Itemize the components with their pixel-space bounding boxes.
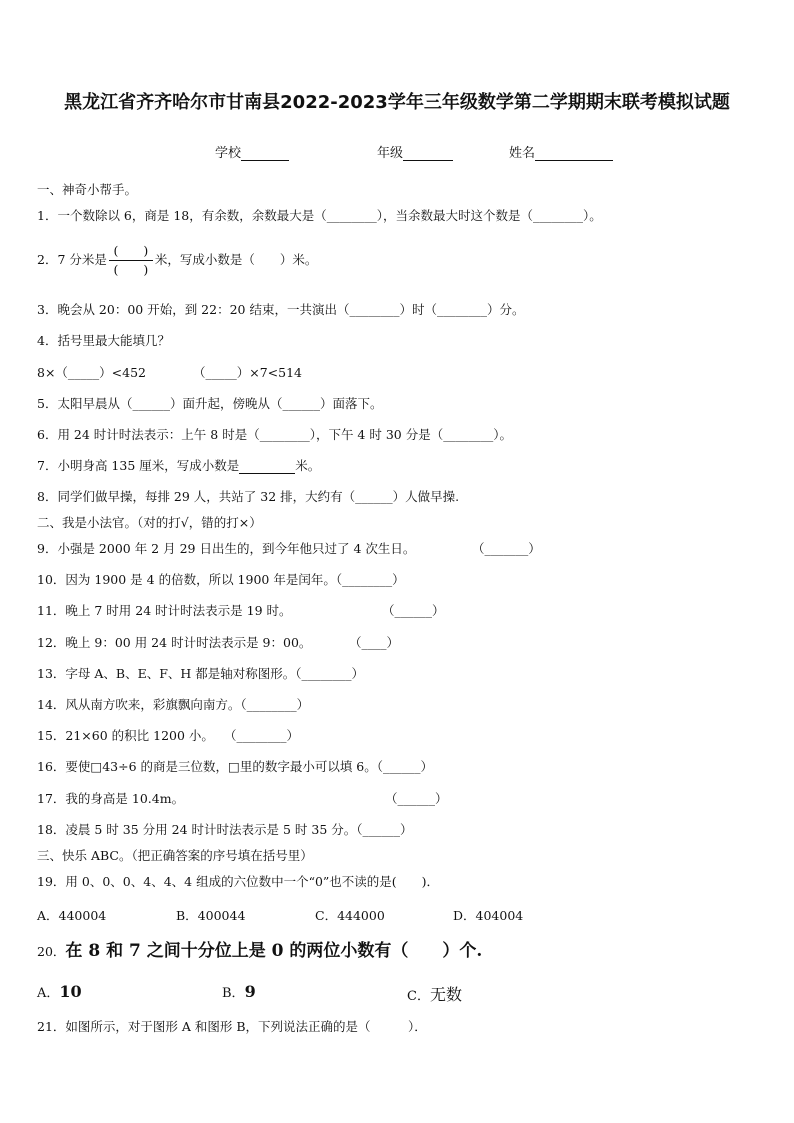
question-18: 18．凌晨 5 时 35 分用 24 时计时法表示是 5 时 35 分。（______） xyxy=(37,822,413,837)
section-heading-3: 三、快乐 ABC。（把正确答案的序号填在括号里） xyxy=(37,848,313,863)
question-14: 14．风从南方吹来，彩旗飘向南方。（________） xyxy=(37,697,310,712)
grade-blank[interactable] xyxy=(403,148,453,161)
answer-blank[interactable] xyxy=(239,461,295,474)
question-7: 7．小明身高 135 厘米，写成小数是 米。 xyxy=(37,458,321,473)
q19-option-d[interactable]: D．404004 xyxy=(453,908,524,923)
school-blank[interactable] xyxy=(241,148,289,161)
question-10: 10．因为 1900 是 4 的倍数，所以 1900 年是闰年。（________） xyxy=(37,572,405,587)
question-15-answer: （________） xyxy=(224,728,300,743)
q19-option-c[interactable]: C．444000 xyxy=(315,908,385,923)
question-20: 20．在 8 和 7 之间十分位上是 0 的两位小数有（ ）个. xyxy=(37,941,483,961)
question-2: 2．7 分米是 $\frac{( )}{( )}$ 米，写成小数是（ ）米。 xyxy=(37,243,318,277)
question-8: 8．同学们做早操，每排 29 人，共站了 32 排，大约有（______）人做早操. xyxy=(37,489,460,504)
question-17: 17．我的身高是 10.4m。 xyxy=(37,791,185,806)
name-blank[interactable] xyxy=(535,148,613,161)
question-9-answer: （_______） xyxy=(472,541,541,556)
section-heading-1: 一、神奇小帮手。 xyxy=(37,182,138,197)
question-21: 21．如图所示，对于图形 A 和图形 B，下列说法正确的是（ ）． xyxy=(37,1019,427,1034)
section-heading-2: 二、我是小法官。（对的打√，错的打×） xyxy=(37,515,262,530)
question-4-part-a: 8×（_____）<452 xyxy=(37,365,147,380)
question-17-answer: （______） xyxy=(385,791,448,806)
question-6: 6．用 24 时计时法表示：上午 8 时是（________），下午 4 时 30 分是（________）。 xyxy=(37,427,512,442)
question-11: 11．晚上 7 时用 24 时计时法表示是 19 时。 xyxy=(37,603,292,618)
question-4-part-b: （_____）×7<514 xyxy=(193,365,303,380)
question-13: 13．字母 A、B、E、F、H 都是轴对称图形。（________） xyxy=(37,666,365,681)
question-19: 19．用 0、0、0、4、4、4 组成的六位数中一个“0”也不读的是( )． xyxy=(37,874,440,889)
q20-option-b[interactable]: B．9 xyxy=(222,982,256,1001)
question-15: 15．21×60 的积比 1200 小。 xyxy=(37,728,214,743)
q20-option-a[interactable]: A．10 xyxy=(37,982,82,1001)
q19-option-a[interactable]: A．440004 xyxy=(37,908,107,923)
page-title: 黑龙江省齐齐哈尔市甘南县2022-2023学年三年级数学第二学期期末联考模拟试题 xyxy=(64,92,730,113)
question-12-answer: （____） xyxy=(349,635,400,650)
question-4: 4．括号里最大能填几？ xyxy=(37,333,170,348)
question-3: 3．晚会从 20：00 开始，到 22：20 结束，一共演出（________）时（________）分。 xyxy=(37,302,525,317)
question-1: 1．一个数除以 6，商是 18，有余数，余数最大是（________），当余数最大时这个数是（________）。 xyxy=(37,208,602,223)
school-field xyxy=(215,142,289,161)
question-16: 16．要使□43÷6 的商是三位数，□里的数字最小可以填 6。（______） xyxy=(37,759,434,774)
question-9: 9．小强是 2000 年 2 月 29 日出生的，到今年他只过了 4 次生日。 xyxy=(37,541,416,556)
grade-field xyxy=(377,142,453,161)
q20-option-c[interactable]: C．无数 xyxy=(407,985,462,1004)
question-5: 5．太阳早晨从（______）面升起，傍晚从（______）面落下。 xyxy=(37,396,383,411)
name-label: 姓名 xyxy=(509,146,536,161)
school-label: 学校 xyxy=(215,146,242,161)
question-11-answer: （______） xyxy=(382,603,445,618)
grade-label: 年级 xyxy=(377,146,404,161)
q19-option-b[interactable]: B．400044 xyxy=(176,908,246,923)
question-12: 12．晚上 9：00 用 24 时计时法表示是 9：00。 xyxy=(37,635,312,650)
fraction: $\frac{( )}{( )}$ xyxy=(109,242,153,279)
name-field xyxy=(509,142,613,161)
